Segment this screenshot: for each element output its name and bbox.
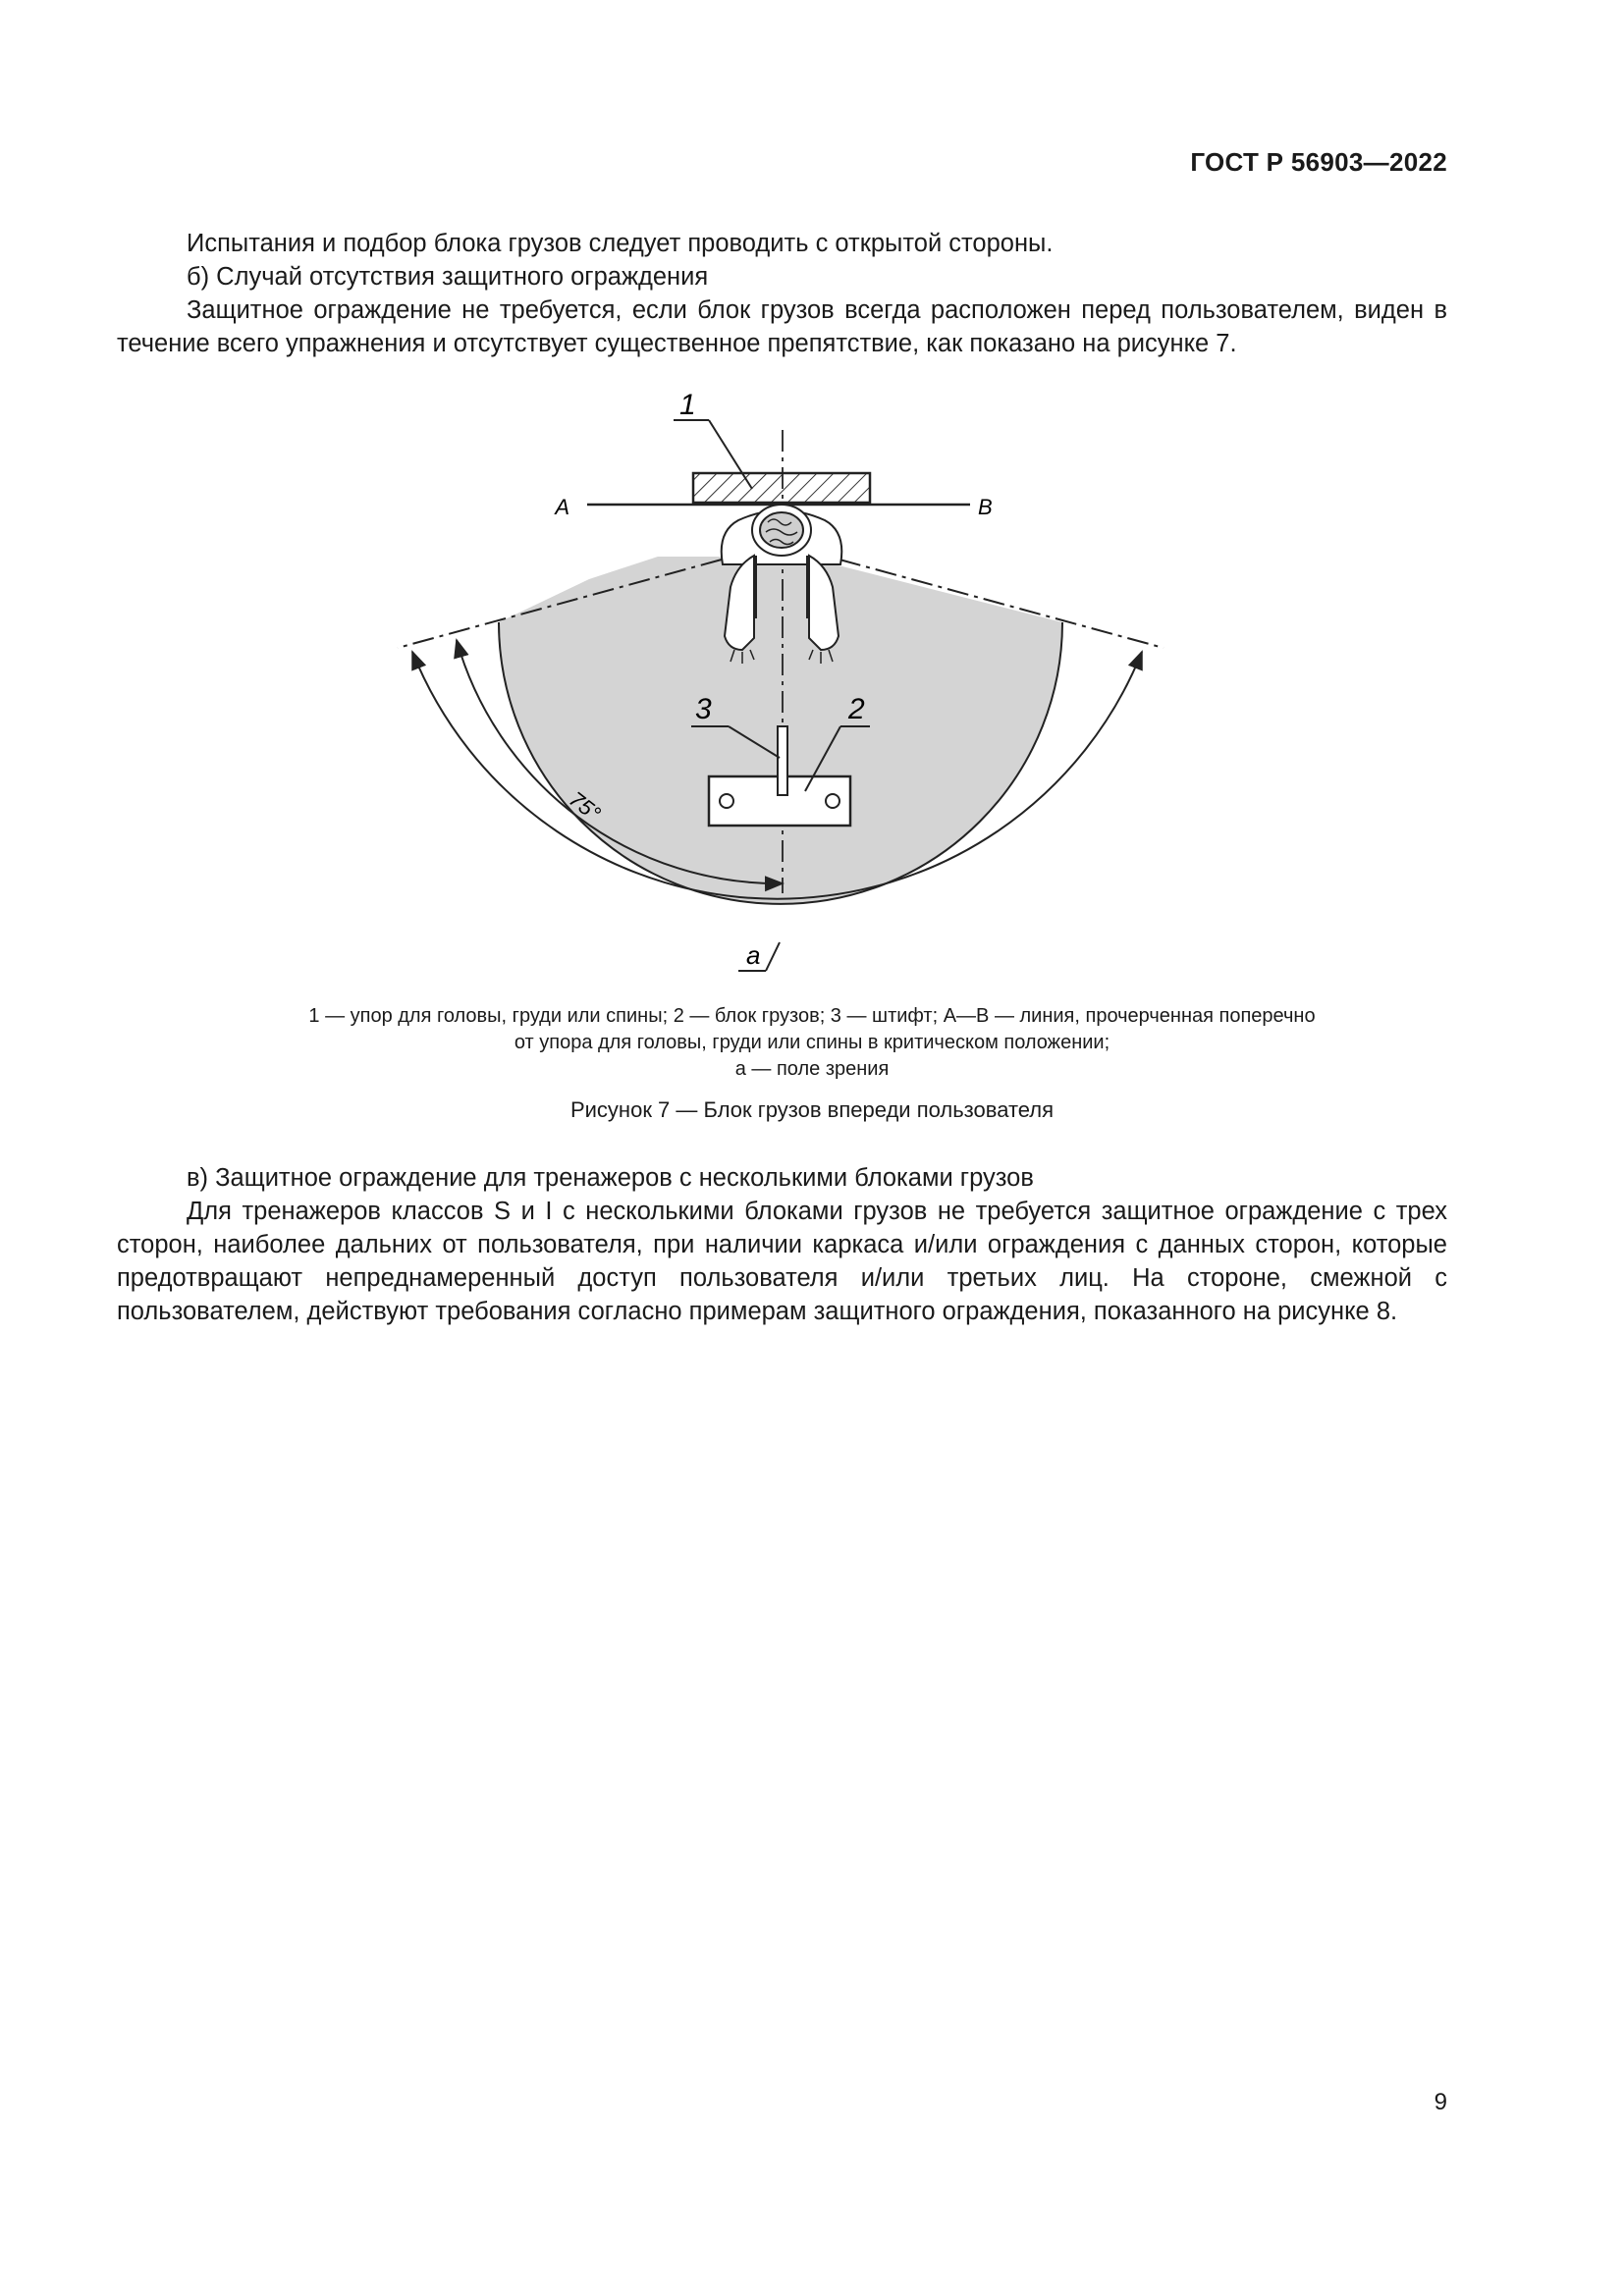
document-header: ГОСТ Р 56903—2022 bbox=[1190, 147, 1447, 177]
bottom-text-block bbox=[117, 1161, 1447, 1328]
paragraph-multi-stack: Для тренажеров классов S и I с несколькими блоками грузов не требуется защитное ограждение с трех сторон, наиболее дальних от пользователя, при наличии каркаса и/или ограждения с данных сторон, которые предотвращают непреднамеренный доступ пользователя и/или третьих лиц. На стороне, смежной с пользователем, действуют требования согласно примерам защитного ограждения, показанного на рисунке 8. bbox=[117, 1198, 1447, 1325]
head-chest-back-support bbox=[693, 473, 870, 503]
label-b: B bbox=[978, 495, 993, 519]
legend-line-2: от упора для головы, груди или спины в критическом положении; bbox=[514, 1032, 1110, 1053]
page-number: 9 bbox=[1434, 2089, 1447, 2115]
top-text-block bbox=[117, 227, 1447, 360]
leader-a-diagonal bbox=[766, 942, 780, 971]
subheading-b: б) Случай отсутствия защитного ограждения bbox=[187, 263, 709, 291]
figure-caption: Рисунок 7 — Блок грузов впереди пользователя bbox=[569, 1097, 1055, 1122]
label-2: 2 bbox=[848, 693, 865, 725]
subheading-v: в) Защитное ограждение для тренажеров с несколькими блоками грузов bbox=[187, 1164, 1034, 1192]
weight-stack-hole-right bbox=[826, 794, 839, 808]
label-3: 3 bbox=[695, 693, 712, 725]
paragraph-testing: Испытания и подбор блока грузов следует проводить с открытой стороны. bbox=[187, 230, 1054, 257]
label-field-a: a bbox=[746, 940, 761, 970]
legend-line-1: 1 — упор для головы, груди или спины; 2 — блок грузов; 3 — штифт; A—B — линия, прочерченная поперечно bbox=[308, 1005, 1316, 1027]
selector-pin bbox=[778, 726, 787, 795]
label-1: 1 bbox=[679, 389, 696, 421]
label-75-degrees: 75° bbox=[564, 786, 606, 827]
figure-legend bbox=[0, 1003, 1624, 1083]
legend-line-3: a — поле зрения bbox=[734, 1058, 890, 1080]
weight-stack-hole-left bbox=[720, 794, 733, 808]
figure-7-diagram bbox=[0, 373, 1624, 982]
label-a: A bbox=[555, 495, 569, 519]
paragraph-no-guard: Защитное ограждение не требуется, если блок грузов всегда расположен перед пользователем, виден в течение всего упражнения и отсутствует существенное препятствие, как показано на рисунке 7. bbox=[117, 296, 1447, 357]
